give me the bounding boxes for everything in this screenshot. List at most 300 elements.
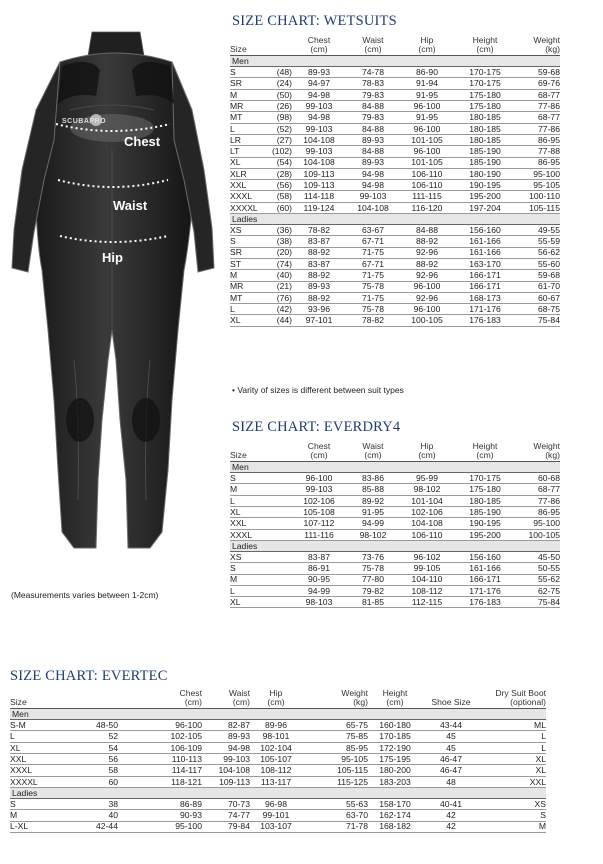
table-cell: 108-112 [400,585,454,596]
everdry-table-body [230,462,560,608]
waist-header: Waist (cm) [202,689,250,709]
table-cell: 74-77 [202,810,250,821]
table-cell: 96-100 [400,304,454,315]
table-cell: 180-185 [454,112,516,123]
table-cell: M [230,574,292,585]
table-cell: 91-95 [346,507,400,518]
table-cell: 54 [62,742,118,753]
table-cell: 95-105 [302,754,368,765]
table-cell: (56) [266,180,292,191]
table-cell: (28) [266,168,292,179]
table-cell: L [480,742,546,753]
table-cell: 68-77 [516,89,560,100]
table-cell: 185-190 [454,157,516,168]
table-cell: 84-88 [346,101,400,112]
table-cell: XS [480,798,546,809]
table-cell: (50) [266,89,292,100]
table-cell: 168-173 [454,292,516,303]
table-cell: 95-105 [516,180,560,191]
group-label: Men [10,709,546,720]
table-cell: 105-107 [250,754,302,765]
chest-header: Chest (cm) [292,442,346,462]
table-cell: 69-76 [516,78,560,89]
table-cell: 48-50 [62,720,118,731]
wetsuits-table-body [230,56,560,327]
table-row [230,529,560,540]
group-header-row [230,214,560,225]
table-cell: 85-88 [346,484,400,495]
table-cell: 46-47 [422,765,480,776]
table-cell: 172-190 [368,742,422,753]
table-row [230,574,560,585]
table-cell: 91-95 [400,112,454,123]
table-cell: MT [230,292,266,303]
everdry-size-table [230,442,560,608]
table-row [230,191,560,202]
table-cell: 96-98 [250,798,302,809]
table-cell: 175-180 [454,101,516,112]
table-cell: 55-59 [516,236,560,247]
table-cell: 94-98 [346,168,400,179]
table-cell: 103-107 [250,821,302,832]
table-cell: (24) [266,78,292,89]
table-cell: M [230,484,292,495]
table-cell: 94-98 [346,180,400,191]
table-row [230,585,560,596]
table-cell: (98) [266,112,292,123]
weight-header: Weight (kg) [516,442,560,462]
table-cell: XXL [230,518,292,529]
everdry-chart-title: SIZE CHART: EVERDRY4 [232,419,401,435]
table-cell: 89-92 [346,495,400,506]
table-cell: 86-95 [516,134,560,145]
table-cell: 75-85 [302,731,368,742]
table-cell: 166-171 [454,281,516,292]
table-cell: 55-62 [516,574,560,585]
table-cell: 104-110 [400,574,454,585]
table-cell: (40) [266,270,292,281]
table-row [230,270,560,281]
table-cell: 98-101 [250,731,302,742]
group-header-row [10,709,546,720]
table-header [10,689,546,709]
weight-header: Weight (kg) [516,36,560,56]
table-cell: 86-95 [516,157,560,168]
table-cell: 61-70 [516,281,560,292]
chest-header: Chest (cm) [292,36,346,56]
table-cell: 75-78 [346,563,400,574]
height-header: Height (cm) [454,442,516,462]
table-cell: 106-109 [118,742,202,753]
table-cell: 89-93 [346,157,400,168]
table-cell: S [230,67,266,78]
table-cell: 109-113 [292,168,346,179]
table-cell: 70-73 [202,798,250,809]
table-row [230,518,560,529]
table-cell: 38 [62,798,118,809]
table-cell: 98-102 [400,484,454,495]
table-cell: 161-166 [454,247,516,258]
table-cell: XL [230,597,292,608]
table-cell: 102-104 [250,742,302,753]
table-cell: MR [230,281,266,292]
table-cell: 104-108 [346,202,400,213]
table-cell: 195-200 [454,529,516,540]
hip-label: Hip [102,250,123,265]
table-cell: 105-115 [516,202,560,213]
table-cell: (42) [266,304,292,315]
wetsuit-figure [0,0,226,572]
table-cell: 96-100 [400,101,454,112]
table-cell: 104-108 [400,518,454,529]
table-cell: 84-88 [400,225,454,236]
table-cell: SR [230,78,266,89]
table-cell: 50-55 [516,563,560,574]
table-cell: 89-93 [292,281,346,292]
measurements-note: (Measurements varies between 1-2cm) [11,590,159,600]
group-label: Men [230,56,560,67]
table-cell: 52 [62,731,118,742]
table-cell: 96-100 [400,123,454,134]
table-cell: SR [230,247,266,258]
table-header [230,442,560,462]
waist-header: Waist (cm) [346,36,400,56]
table-row [10,742,546,753]
table-row [230,180,560,191]
table-cell: 96-100 [292,473,346,484]
table-cell: 79-84 [202,821,250,832]
table-cell: 106-110 [400,529,454,540]
table-cell: 180-185 [454,495,516,506]
table-cell: 89-96 [250,720,302,731]
table-cell: XXL [230,180,266,191]
table-cell: 89-93 [292,67,346,78]
table-cell: 65-75 [302,720,368,731]
waist-label: Waist [113,198,148,213]
table-cell: 67-71 [346,258,400,269]
table-cell: XL [10,742,62,753]
table-cell: 85-95 [302,742,368,753]
table-cell: XS [230,551,292,562]
table-cell: MT [230,112,266,123]
table-cell: 170-175 [454,78,516,89]
table-row [230,168,560,179]
table-cell: 79-83 [346,112,400,123]
table-cell: 68-77 [516,484,560,495]
table-row [10,776,546,787]
table-cell: 77-80 [346,574,400,585]
table-cell: L [230,123,266,134]
table-cell: 90-93 [118,810,202,821]
table-cell: 75-78 [346,304,400,315]
table-row [230,507,560,518]
table-cell: 60-67 [516,292,560,303]
evertec-table-body [10,709,546,833]
table-cell: 97-101 [292,315,346,326]
table-cell: 56 [62,754,118,765]
table-cell: 45-50 [516,551,560,562]
table-cell: 111-115 [400,191,454,202]
group-header-row [10,787,546,798]
table-cell: 68-75 [516,304,560,315]
table-cell: 98-103 [292,597,346,608]
wetsuits-size-table [230,36,560,327]
table-cell: 95-100 [118,821,202,832]
table-cell: 77-86 [516,123,560,134]
group-header-row [230,462,560,473]
evertec-chart-title: SIZE CHART: EVERTEC [10,668,168,684]
table-cell: (48) [266,67,292,78]
table-cell: 83-86 [346,473,400,484]
table-cell: XL [480,754,546,765]
table-row [10,720,546,731]
table-row [230,247,560,258]
table-cell: M [230,270,266,281]
table-cell: 113-117 [250,776,302,787]
table-cell: 96-100 [400,146,454,157]
table-cell: 114-117 [118,765,202,776]
waist-header: Waist (cm) [346,442,400,462]
group-label: Ladies [10,787,546,798]
table-cell: 86-90 [400,67,454,78]
table-cell: 62-75 [516,585,560,596]
table-cell: 100-105 [516,529,560,540]
table-cell: 89-93 [202,731,250,742]
table-cell: 195-200 [454,191,516,202]
table-row [10,754,546,765]
table-cell: 68-77 [516,112,560,123]
table-cell: 99-103 [202,754,250,765]
table-cell: 170-185 [368,731,422,742]
size-variety-note: • Varity of sizes is different between suit types [232,385,404,395]
table-cell: 180-185 [454,123,516,134]
table-cell: (60) [266,202,292,213]
group-label: Ladies [230,214,560,225]
table-cell: S [10,798,62,809]
table-cell: 75-78 [346,281,400,292]
table-cell: 106-110 [400,180,454,191]
table-cell: 99-103 [292,484,346,495]
table-cell: 92-96 [400,247,454,258]
table-cell: 40 [62,810,118,821]
table-cell: 86-89 [118,798,202,809]
table-row [230,225,560,236]
table-cell: 180-185 [454,134,516,145]
chest-header: Chest (cm) [118,689,202,709]
table-cell: 82-87 [202,720,250,731]
table-cell: L [480,731,546,742]
table-cell: M [230,89,266,100]
table-cell: 168-182 [368,821,422,832]
table-cell: 95-100 [516,168,560,179]
table-cell: 112-115 [400,597,454,608]
table-cell: MR [230,101,266,112]
table-cell: 104-108 [292,134,346,145]
table-cell: 185-190 [454,146,516,157]
table-cell: 114-118 [292,191,346,202]
table-cell: 67-71 [346,236,400,247]
table-cell: 93-96 [292,304,346,315]
table-cell: 83-87 [292,236,346,247]
hip-header: Hip (cm) [250,689,302,709]
table-cell: 88-92 [400,258,454,269]
table-row [230,236,560,247]
table-row [230,67,560,78]
table-cell: (54) [266,157,292,168]
table-cell: 71-75 [346,247,400,258]
table-cell: XXXXL [230,202,266,213]
table-cell: XXXL [230,529,292,540]
table-cell: LR [230,134,266,145]
table-cell: ST [230,258,266,269]
table-cell: 109-113 [292,180,346,191]
table-cell: 73-76 [346,551,400,562]
table-cell: 161-166 [454,563,516,574]
shoe-size-header: Shoe Size [422,689,480,709]
table-row [230,146,560,157]
table-cell: 96-100 [118,720,202,731]
table-cell: 94-99 [346,518,400,529]
table-cell: 79-82 [346,585,400,596]
table-cell: 78-82 [346,315,400,326]
table-row [230,597,560,608]
table-cell: 60-68 [516,473,560,484]
table-cell: 104-108 [202,765,250,776]
table-cell: 101-105 [400,157,454,168]
table-cell: 86-95 [516,507,560,518]
table-cell: 115-125 [302,776,368,787]
table-row [230,202,560,213]
table-cell: 59-68 [516,67,560,78]
table-cell: XL [230,315,266,326]
table-cell: 105-115 [302,765,368,776]
size-header: Size [230,36,266,56]
hip-header: Hip (cm) [400,442,454,462]
table-cell: 77-86 [516,101,560,112]
table-cell: ML [480,720,546,731]
table-cell: 156-160 [454,551,516,562]
table-cell: 99-103 [292,123,346,134]
table-cell: 49-55 [516,225,560,236]
boot-header: Dry Suit Boot (optional) [480,689,546,709]
table-cell: 162-174 [368,810,422,821]
table-cell: 55-60 [516,258,560,269]
table-cell: 185-190 [454,507,516,518]
table-cell: 71-75 [346,292,400,303]
table-cell: 78-83 [346,78,400,89]
table-cell: 74-78 [346,67,400,78]
table-cell: 197-204 [454,202,516,213]
table-cell: 176-183 [454,315,516,326]
table-row [230,258,560,269]
table-cell: 96-100 [400,281,454,292]
table-cell: 71-78 [302,821,368,832]
table-cell: 110-113 [118,754,202,765]
table-cell: 42-44 [62,821,118,832]
table-cell: 94-99 [292,585,346,596]
table-cell: 100-110 [516,191,560,202]
table-cell: 109-113 [202,776,250,787]
group-label: Ladies [230,540,560,551]
logo-text: SCUBAPRO [62,118,107,125]
table-cell: 83-87 [292,258,346,269]
table-cell: 175-180 [454,89,516,100]
table-cell: 58 [62,765,118,776]
table-cell: (44) [266,315,292,326]
table-cell: 102-105 [118,731,202,742]
table-cell: 94-98 [292,89,346,100]
table-cell: (58) [266,191,292,202]
table-cell: 171-176 [454,304,516,315]
table-cell: 84-88 [346,123,400,134]
table-cell: XXXXL [10,776,62,787]
table-cell: 101-105 [400,134,454,145]
weight-header: Weight (kg) [302,689,368,709]
table-cell: 171-176 [454,585,516,596]
table-cell: 175-180 [454,484,516,495]
table-cell: (27) [266,134,292,145]
table-cell: 91-95 [400,89,454,100]
table-cell: (36) [266,225,292,236]
table-cell: L [230,304,266,315]
hip-header: Hip (cm) [400,36,454,56]
table-cell: S-M [10,720,62,731]
table-cell: 40-41 [422,798,480,809]
table-cell: 94-98 [202,742,250,753]
table-cell: M [480,821,546,832]
table-cell: 105-108 [292,507,346,518]
table-cell: XL [480,765,546,776]
table-cell: 88-92 [400,236,454,247]
table-cell: L [230,585,292,596]
table-cell: 99-105 [400,563,454,574]
table-cell: XXL [10,754,62,765]
table-cell: 175-195 [368,754,422,765]
table-cell: (76) [266,292,292,303]
table-cell: 102-106 [400,507,454,518]
table-cell: (21) [266,281,292,292]
table-cell: 183-203 [368,776,422,787]
table-cell: 46-47 [422,754,480,765]
table-cell: 81-85 [346,597,400,608]
table-cell: 95-100 [516,518,560,529]
table-cell: 63-67 [346,225,400,236]
table-cell: 43-44 [422,720,480,731]
table-header [230,36,560,56]
table-cell: 116-120 [400,202,454,213]
table-row [10,765,546,776]
table-cell: LT [230,146,266,157]
table-cell: 118-121 [118,776,202,787]
table-row [10,798,546,809]
table-row [230,563,560,574]
table-row [10,731,546,742]
table-cell: 45 [422,742,480,753]
table-cell: 92-96 [400,292,454,303]
evertec-size-table [10,689,546,833]
group-header-row [230,540,560,551]
table-cell: 163-170 [454,258,516,269]
table-cell: 42 [422,821,480,832]
size-header: Size [230,442,292,462]
table-cell: (52) [266,123,292,134]
table-cell: (20) [266,247,292,258]
table-row [230,292,560,303]
table-cell: 55-63 [302,798,368,809]
table-cell: 48 [422,776,480,787]
table-cell: XL [230,157,266,168]
table-cell: 190-195 [454,518,516,529]
